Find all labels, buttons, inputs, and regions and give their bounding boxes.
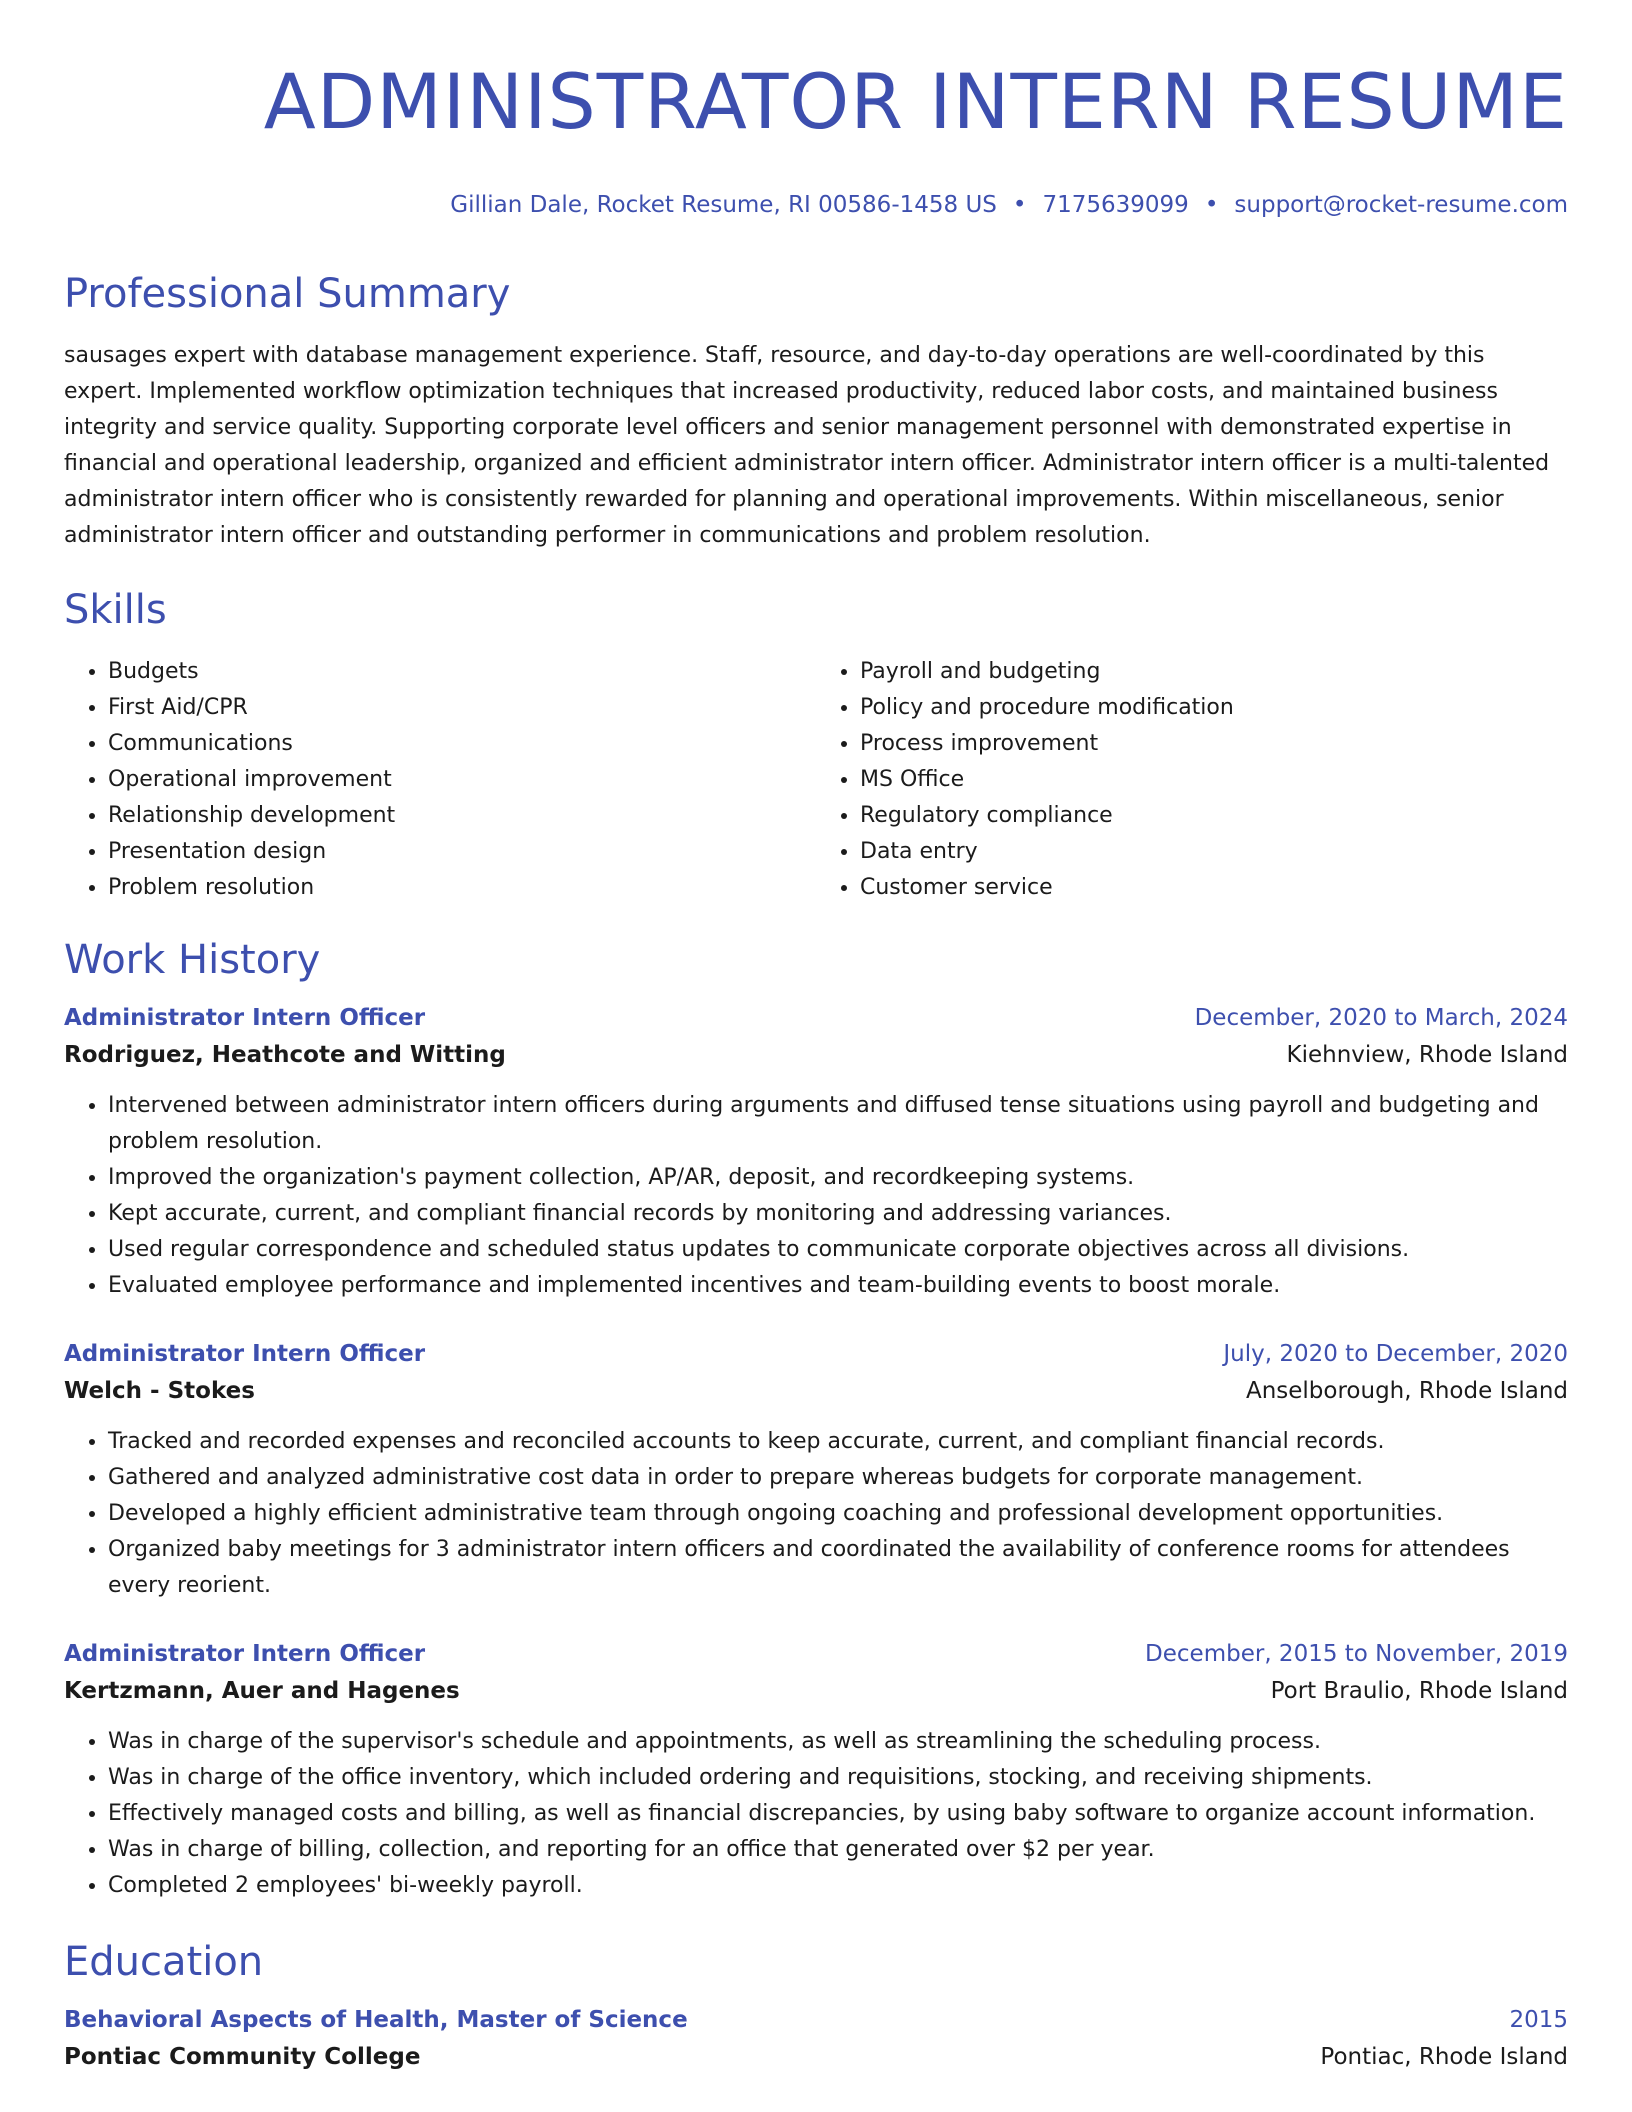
job-bullets [64,1088,1568,1304]
skills-list-right [816,654,1568,906]
job-entry [64,1000,1568,1304]
job-bullet: • Organized baby meetings for 3 administrator intern officers and coordinated the availability of conference rooms for attendees every reorient. [108,1532,1568,1604]
job-location: Kiehnview, Rhode Island [1286,1042,1568,1068]
contact-separator: • [1204,192,1219,218]
job-bullet: • Improved the organization's payment collection, AP/AR, deposit, and recordkeeping systems. [108,1160,1568,1196]
job-bullet: • Effectively managed costs and billing, as well as financial discrepancies, by using baby software to organize account information. [108,1796,1568,1832]
job-title: Administrator Intern Officer [64,1005,426,1031]
resume-title: ADMINISTRATOR INTERN RESUME [263,57,1568,146]
job-bullet: • Completed 2 employees' bi-weekly payroll. [108,1868,1568,1904]
skill-item: • Payroll and budgeting [860,654,1568,690]
job-bullet: • Was in charge of billing, collection, and reporting for an office that generated over $2 per year. [108,1832,1568,1868]
job-bullet: • Was in charge of the office inventory, which included ordering and requisitions, stocking, and receiving shipments. [108,1760,1568,1796]
job-location: Anselborough, Rhode Island [1245,1378,1568,1404]
summary-heading: Professional Summary [64,271,511,317]
skill-item: • Data entry [860,834,1568,870]
school-location: Pontiac, Rhode Island [1320,2044,1568,2070]
skill-item: • Customer service [860,870,1568,906]
job-bullet: • Developed a highly efficient administrative team through ongoing coaching and professional development opportunities. [108,1496,1568,1532]
skills-list-left [64,654,816,906]
contact-line [64,190,1568,220]
job-title: Administrator Intern Officer [64,1341,426,1367]
company-name: Kertzmann, Auer and Hagenes [64,1678,460,1704]
skill-item: • Regulatory compliance [860,798,1568,834]
skill-item: • Process improvement [860,726,1568,762]
job-bullet: • Evaluated employee performance and implemented incentives and team-building events to boost morale. [108,1268,1568,1304]
skills-columns [64,654,1568,906]
job-bullet: • Was in charge of the supervisor's schedule and appointments, as well as streamlining the scheduling process. [108,1724,1568,1760]
job-dates: December, 2020 to March, 2024 [1194,1005,1568,1031]
contact-email: support@rocket-resume.com [1234,192,1568,218]
job-dates: December, 2015 to November, 2019 [1145,1641,1568,1667]
job-bullet: • Kept accurate, current, and compliant financial records by monitoring and addressing variances. [108,1196,1568,1232]
company-name: Welch - Stokes [64,1378,255,1404]
skill-item: • Policy and procedure modification [860,690,1568,726]
degree-name: Behavioral Aspects of Health, Master of Science [64,2007,688,2033]
contact-phone: 7175639099 [1042,192,1189,218]
skill-item: • Communications [108,726,816,762]
company-name: Rodriguez, Heathcote and Witting [64,1042,506,1068]
skills-heading: Skills [64,587,167,633]
skill-item: • MS Office [860,762,1568,798]
job-bullets [64,1424,1568,1604]
skill-item: • Relationship development [108,798,816,834]
job-bullet: • Used regular correspondence and scheduled status updates to communicate corporate objectives across all divisions. [108,1232,1568,1268]
job-bullets [64,1724,1568,1904]
job-entry [64,1336,1568,1604]
summary-text: sausages expert with database management experience. Staff, resource, and day-to-day operations are well-coordinated by this expert. Implemented workflow optimization techniques that increased productivity, reduced labor costs, and maintained business integrity and service quality. Supporting corporate level officers and senior management personnel with demonstrated expertise in financial and operational leadership, organized and efficient administrator intern officer. Administrator intern officer is a multi-talented administrator intern officer who is consistently rewarded for planning and operational improvements. Within miscellaneous, senior administrator intern officer and outstanding performer in communications and problem resolution. [64,343,1550,548]
contact-separator: • [1012,192,1027,218]
job-bullet: • Tracked and recorded expenses and reconciled accounts to keep accurate, current, and compliant financial records. [108,1424,1568,1460]
job-bullet: • Intervened between administrator intern officers during arguments and diffused tense situations using payroll and budgeting and problem resolution. [108,1088,1568,1160]
job-title: Administrator Intern Officer [64,1641,426,1667]
skill-item: • Problem resolution [108,870,816,906]
skill-item: • Presentation design [108,834,816,870]
job-dates: July, 2020 to December, 2020 [1223,1341,1568,1367]
school-name: Pontiac Community College [64,2044,421,2070]
graduation-year: 2015 [1509,2007,1568,2033]
job-entry [64,1636,1568,1904]
education-entry [64,2002,1568,2076]
education-heading: Education [64,1939,264,1985]
skill-item: • First Aid/CPR [108,690,816,726]
skill-item: • Budgets [108,654,816,690]
contact-address: Gillian Dale, Rocket Resume, RI 00586-1458 US [450,192,997,218]
job-location: Port Braulio, Rhode Island [1270,1678,1568,1704]
job-bullet: • Gathered and analyzed administrative cost data in order to prepare whereas budgets for corporate management. [108,1460,1568,1496]
work-history-heading: Work History [64,937,321,983]
skill-item: • Operational improvement [108,762,816,798]
